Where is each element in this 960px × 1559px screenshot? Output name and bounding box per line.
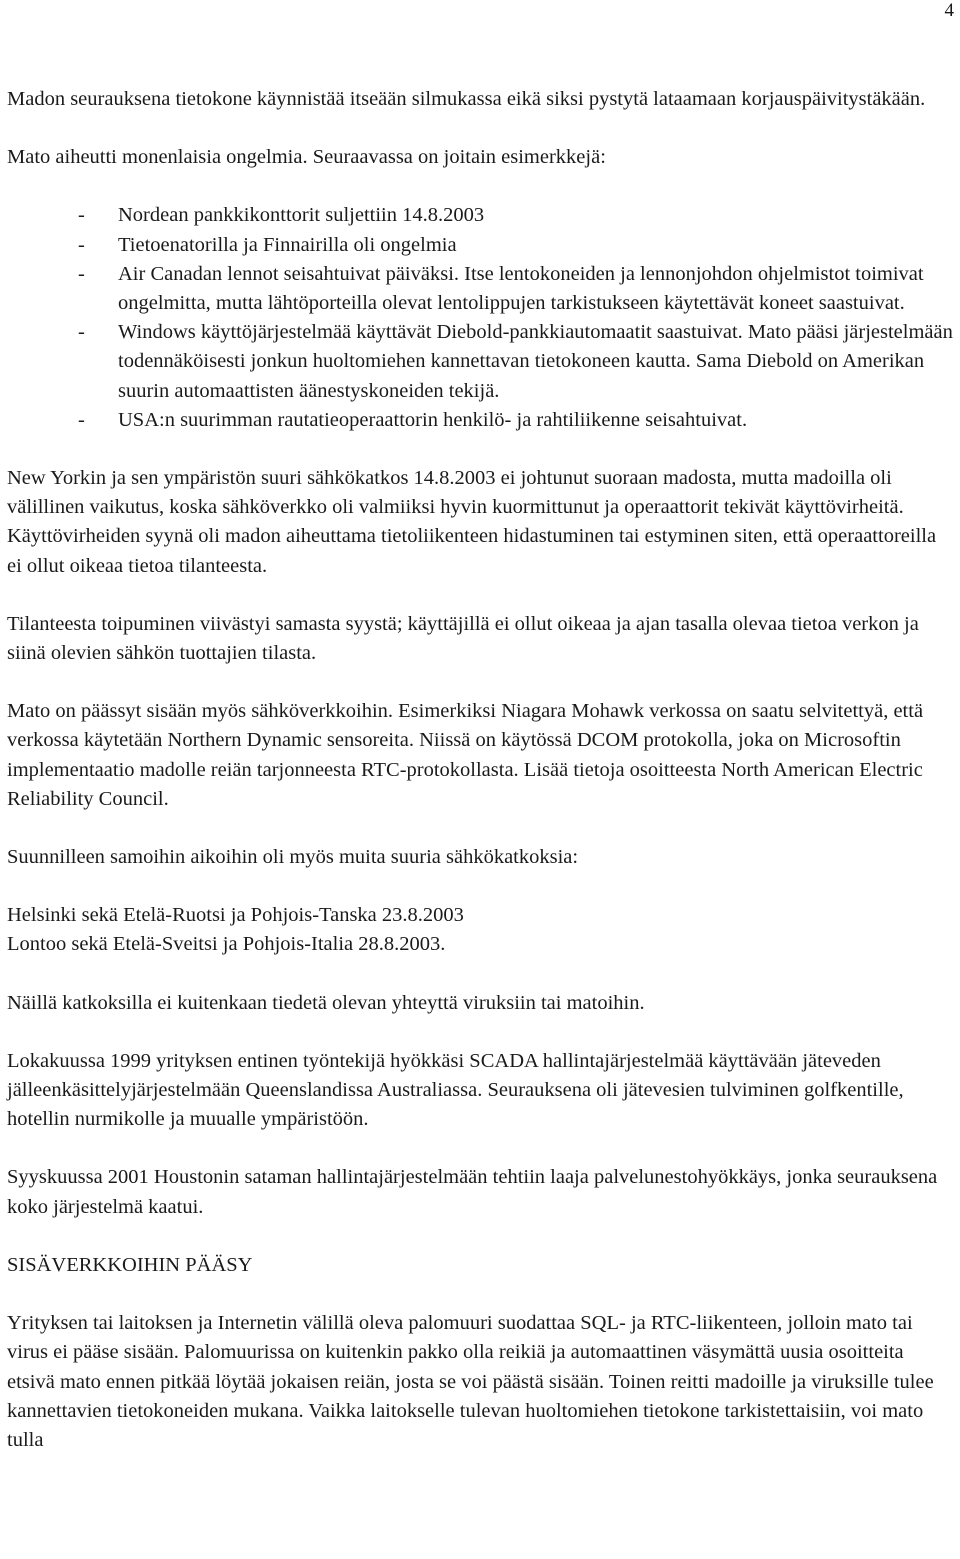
paragraph-queensland: Lokakuussa 1999 yrityksen entinen työntekijä hyökkäsi SCADA hallintajärjestelmää käyttävään jäteveden jälleenkäsittelyjärjestelmään Queenslandissa Australiassa. Seurauksena oli jätevesien tulviminen golfkentille, hotellin nurmikolle ja muualle ympäristöön. bbox=[7, 1049, 904, 1131]
paragraph-no-connection: Näillä katkoksilla ei kuitenkaan tiedetä olevan yhteyttä viruksiin tai matoihin. bbox=[7, 991, 645, 1014]
document-body bbox=[7, 85, 955, 1484]
paragraph-helsinki: Helsinki sekä Etelä-Ruotsi ja Pohjois-Tanska 23.8.2003 bbox=[7, 904, 464, 927]
problems-list bbox=[7, 201, 955, 435]
page-number: 4 bbox=[944, 0, 954, 21]
paragraph-other-blackouts: Suunnilleen samoihin aikoihin oli myös muita suuria sähkökatkoksia: bbox=[7, 846, 579, 869]
paragraph-power-grids: Mato on päässyt sisään myös sähköverkkoihin. Esimerkiksi Niagara Mohawk verkossa on saatu selvitettyä, että verkossa käytetään Northern Dynamic sensoreita. Niissä on käytössä DCOM protokolla, joka on Microsoftin implementaatio madolle reiän tarjonneesta RTC-protokollasta. Lisää tietoja osoitteesta North American Electric Reliability Council. bbox=[7, 700, 924, 810]
paragraph-houston: Syyskuussa 2001 Houstonin sataman hallintajärjestelmään tehtiin laaja palvelunestohyökkäys, jonka seurauksena koko järjestelmä kaatui. bbox=[7, 1166, 938, 1218]
list-item: - USA:n suurimman rautatieoperaattorin henkilö- ja rahtiliikenne seisahtuivat. bbox=[7, 406, 955, 435]
list-item: - Nordean pankkikonttorit suljettiin 14.8.2003 bbox=[7, 201, 955, 230]
paragraph-firewall: Yrityksen tai laitoksen ja Internetin välillä oleva palomuuri suodattaa SQL- ja RTC-liikenteen, jolloin mato tai virus ei pääse sisään. Palomuurissa on kuitenkin pakko olla reikiä ja automaattinen väsymättä uusia osoitteita etsivä mato ennen pitkää löytää jokaisen reiän, josta se voi päästä sisään. Toinen reitti madoille ja viruksille tulee kannettavien tietokoneiden mukana. Vaikka laitokselle tulevan huoltomiehen tietokone tarkistettaisiin, voi mato tulla bbox=[7, 1312, 934, 1451]
paragraph-new-york-blackout: New Yorkin ja sen ympäristön suuri sähkökatkos 14.8.2003 ei johtunut suoraan madosta, mutta madoilla oli välillinen vaikutus, koska sähköverkko oli valmiiksi hyvin kuormittunut ja operaattorit tekivät käyttövirheitä. Käyttövirheiden syynä oli madon aiheuttama tietoliikenteen hidastuminen tai estyminen siten, että operaattoreilla ei ollut oikeaa tietoa tilanteesta. bbox=[7, 467, 937, 577]
paragraph-london: Lontoo sekä Etelä-Sveitsi ja Pohjois-Italia 28.8.2003. bbox=[7, 933, 446, 956]
list-item: - Tietoenatorilla ja Finnairilla oli ongelmia bbox=[7, 231, 955, 260]
paragraph-worm-loop: Madon seurauksena tietokone käynnistää itseään silmukassa eikä siksi pystytä lataamaan korjauspäivitystäkään. bbox=[7, 88, 926, 110]
section-heading: SISÄVERKKOIHIN PÄÄSY bbox=[7, 1253, 253, 1276]
list-item: - Windows käyttöjärjestelmää käyttävät Diebold-pankkiautomaatit saastuivat. Mato pääsi järjestelmään todennäköisesti jonkun huoltomiehen kannettavan tietokoneen kautta. Sama Diebold on Amerikan suurin automaattisten äänestyskoneiden tekijä. bbox=[7, 318, 955, 406]
paragraph-problems-intro: Mato aiheutti monenlaisia ongelmia. Seuraavassa on joitain esimerkkejä: bbox=[7, 146, 606, 169]
paragraph-recovery: Tilanteesta toipuminen viivästyi samasta syystä; käyttäjillä ei ollut oikeaa ja ajan tasalla olevaa tietoa verkon ja siinä olevien sähkön tuottajien tilasta. bbox=[7, 612, 919, 665]
list-item: - Air Canadan lennot seisahtuivat päiväksi. Itse lentokoneiden ja lennonjohdon ohjelmistot toimivat ongelmitta, mutta lähtöporteilla olevat lentolippujen tarkistukseen käytettävät koneet saastuivat. bbox=[7, 260, 955, 318]
